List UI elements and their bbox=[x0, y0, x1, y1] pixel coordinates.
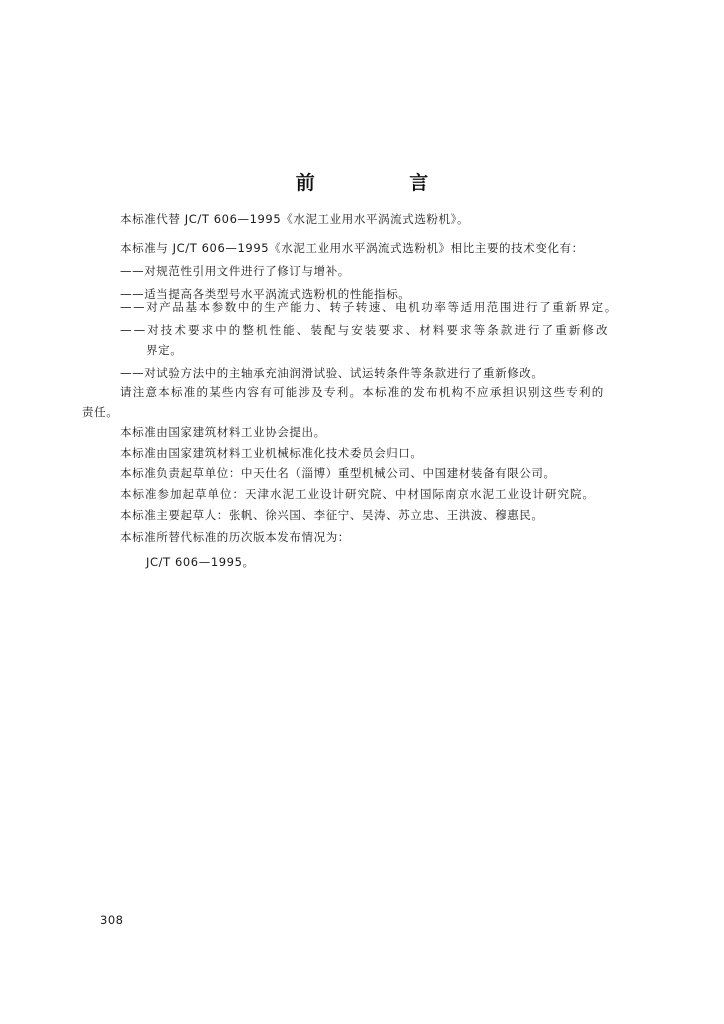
text-line-changes-intro: 本标准与 JC/T 606—1995《水泥工业用水平涡流式选粉机》相比主要的技术变化有： bbox=[120, 241, 584, 255]
page-title: 前 言 bbox=[295, 172, 473, 194]
text-line-patent-notice: 请注意本标准的某些内容有可能涉及专利。本标准的发布机构不应承担识别这些专利的 bbox=[120, 385, 605, 399]
text-line-change-requirements-cont: 界定。 bbox=[146, 343, 183, 357]
text-line-centralized-by: 本标准由国家建筑材料工业机械标准化技术委员会归口。 bbox=[120, 446, 423, 460]
text-line-patent-notice-cont: 责任。 bbox=[82, 405, 119, 419]
text-line-previous-edition-item: JC/T 606—1995。 bbox=[146, 555, 255, 569]
text-line-proposed-by: 本标准由国家建筑材料工业协会提出。 bbox=[120, 425, 326, 439]
text-line-change-requirements: ——对技术要求中的整机性能、装配与安装要求、材料要求等条款进行了重新修改 bbox=[120, 323, 610, 337]
page-number: 308 bbox=[100, 913, 124, 927]
text-line-drafting-unit: 本标准负责起草单位：中天仕名（淄博）重型机械公司、中国建材装备有限公司。 bbox=[120, 466, 556, 480]
text-line-drafters: 本标准主要起草人：张帆、徐兴国、李征宁、吴涛、苏立忠、王洪波、穆惠民。 bbox=[120, 508, 544, 522]
text-line-change-references: ——对规范性引用文件进行了修订与增补。 bbox=[120, 264, 350, 278]
text-line-change-performance: ——适当提高各类型号水平涡流式选粉机的性能指标。 bbox=[120, 287, 411, 301]
text-line-change-parameters: ——对产品基本参数中的生产能力、转子转速、电机功率等适用范围进行了重新界定。 bbox=[120, 300, 618, 314]
text-line-change-test-methods: ——对试验方法中的主轴承充油润滑试验、试运转条件等条款进行了重新修改。 bbox=[120, 366, 544, 380]
text-line-previous-editions: 本标准所替代标准的历次版本发布情况为： bbox=[120, 530, 350, 544]
text-line-replaces-standard: 本标准代替 JC/T 606—1995《水泥工业用水平涡流式选粉机》。 bbox=[120, 212, 470, 226]
text-line-participating-units: 本标准参加起草单位：天津水泥工业设计研究院、中材国际南京水泥工业设计研究院。 bbox=[120, 487, 595, 501]
